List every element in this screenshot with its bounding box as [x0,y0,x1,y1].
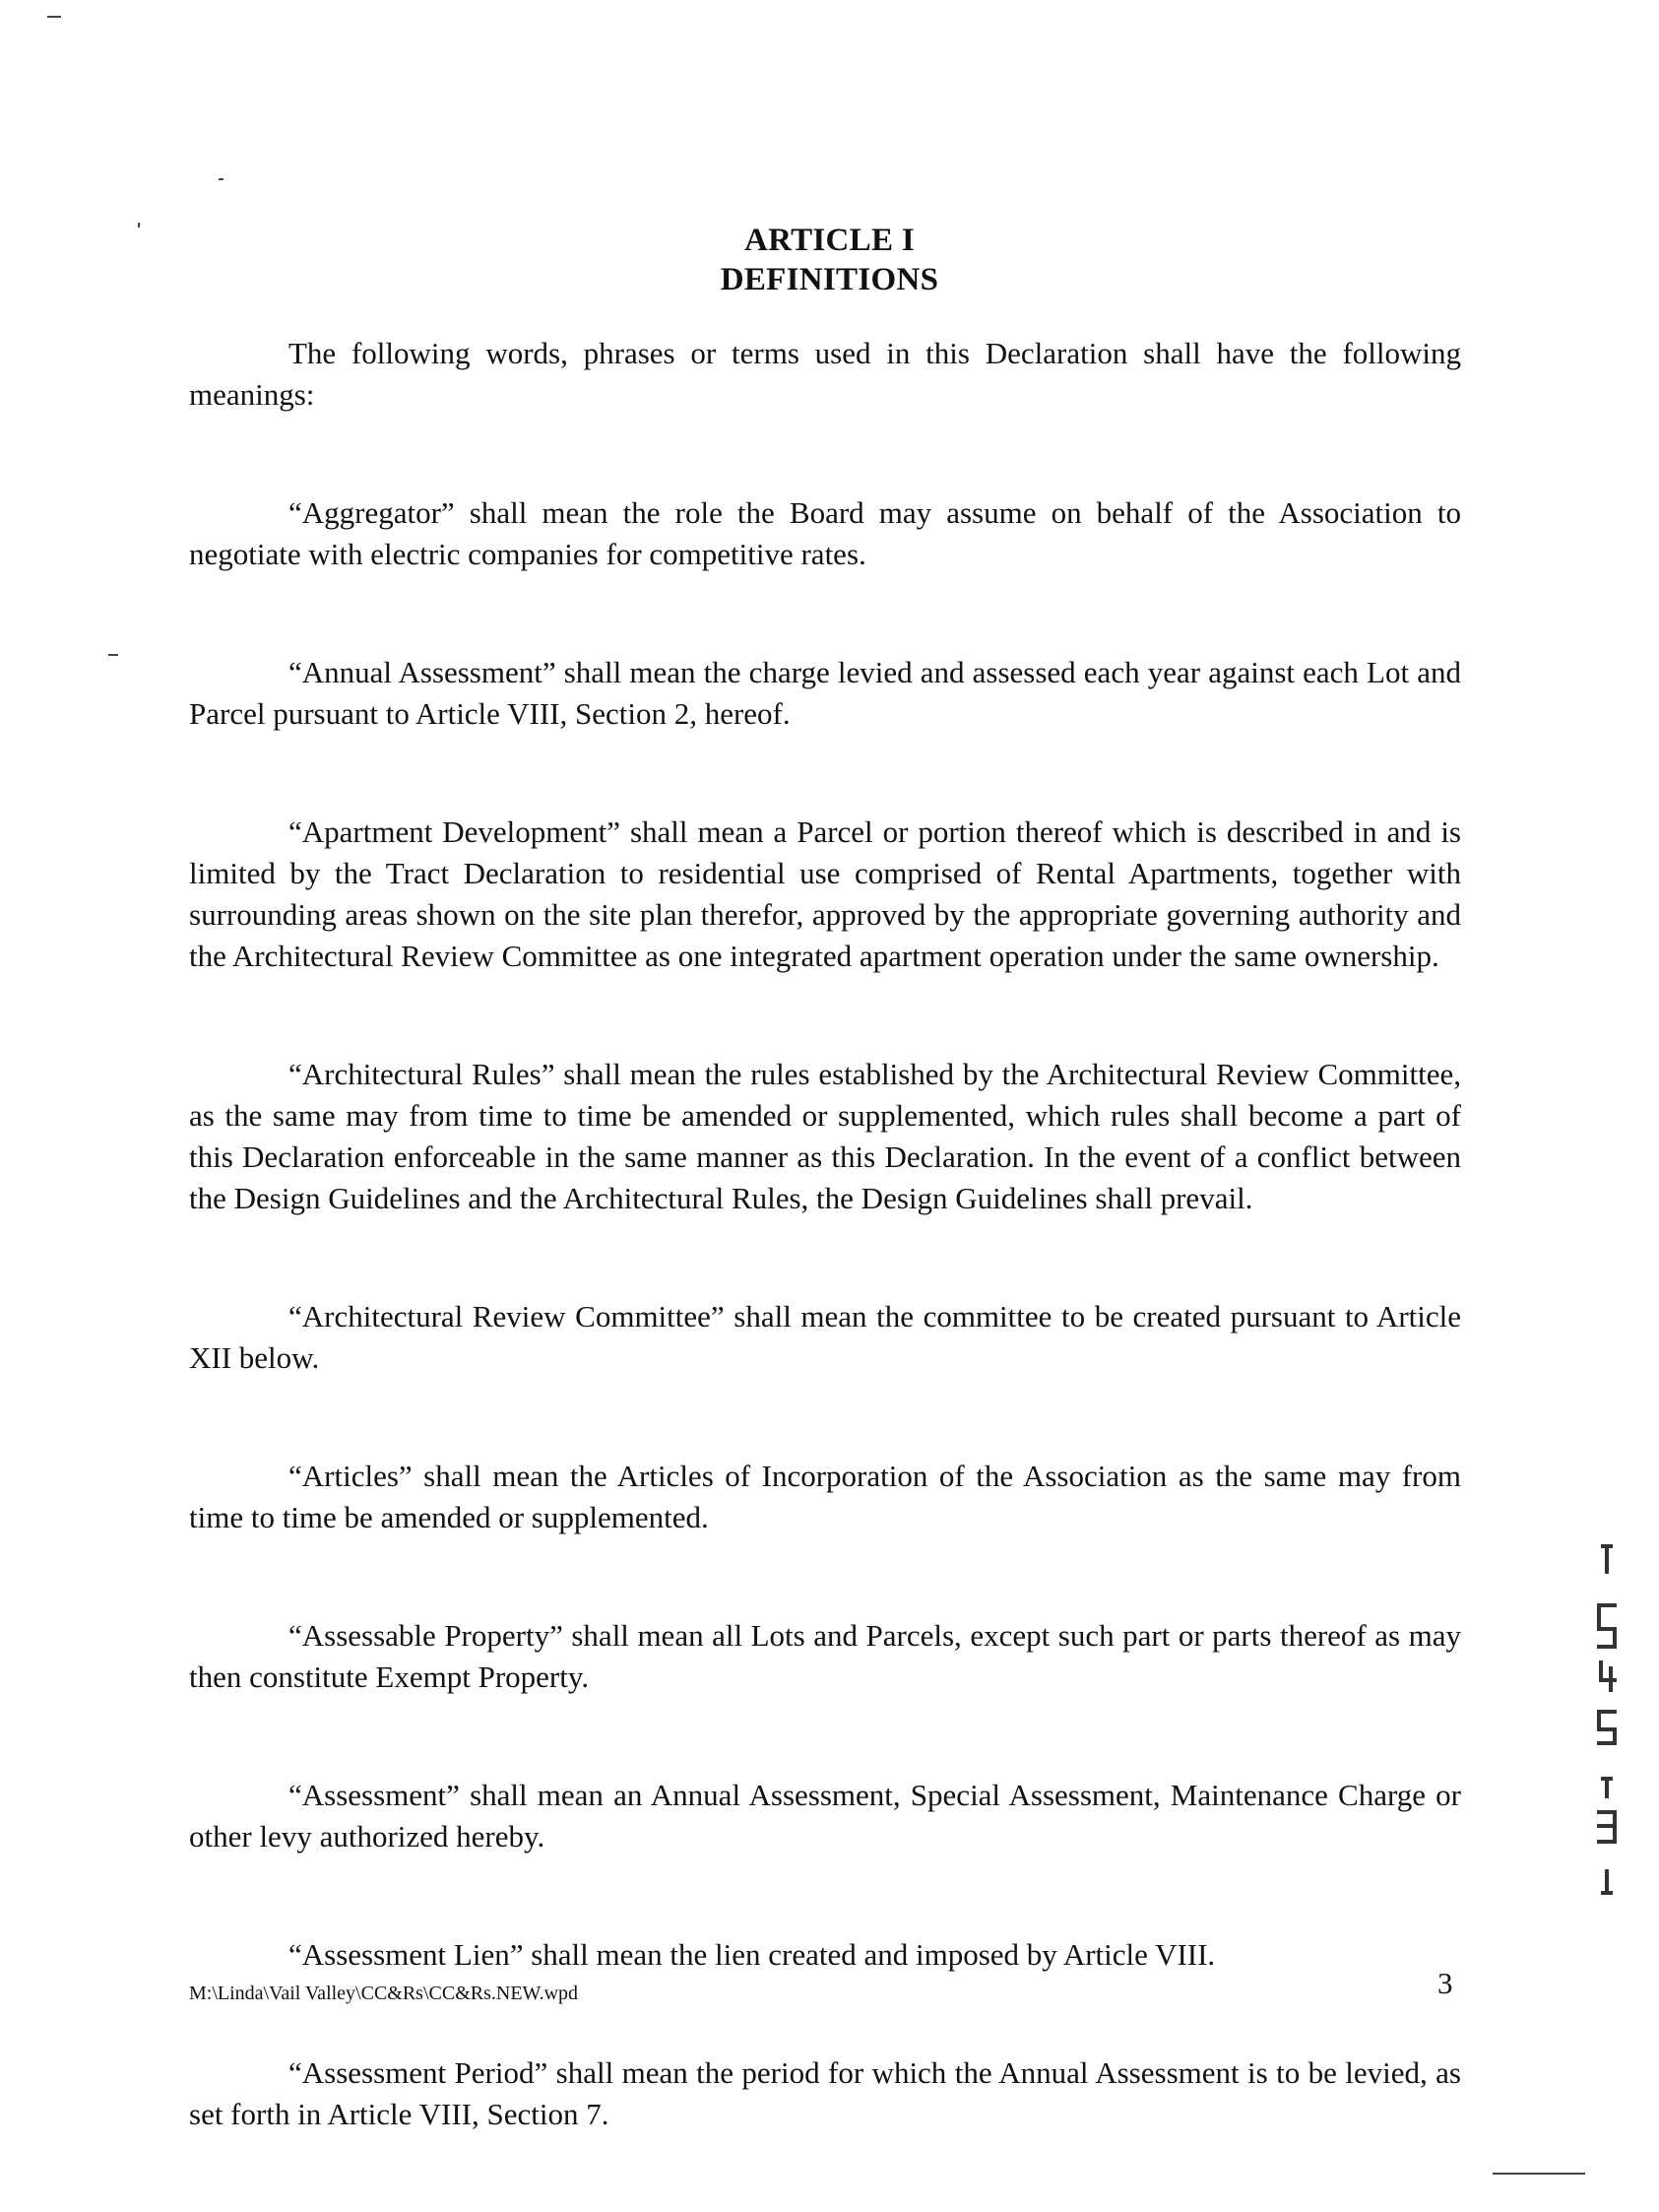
definition-assessment-period: “Assessment Period” shall mean the period for which the Annual Assessment is to be levied, as set forth in Article VIII, Section 7. [189,2055,1461,2131]
definition-aggregator: “Aggregator” shall mean the role the Board may assume on behalf of the Association to negotiate with electric companies for competitive rates. [189,495,1461,571]
definition-articles: “Articles” shall mean the Articles of Incorporation of the Association as the same may from time to time be amended or supplemented. [189,1459,1461,1534]
definition-annual-assessment: “Annual Assessment” shall mean the charge levied and assessed each year against each Lot and Parcel pursuant to Article VIII, Section 2, hereof. [189,655,1461,731]
intro-paragraph: The following words, phrases or terms used in this Declaration shall have the following meanings: [189,336,1461,412]
definition-architectural-review-committee: “Architectural Review Committee” shall mean the committee to be created pursuant to Article XII below. [189,1299,1461,1375]
definition-apartment-development: “Apartment Development” shall mean a Parcel or portion thereof which is described in and is limited by the Tract Declaration to residential use comprised of Rental Apartments, together with surrounding areas shown on the site plan therefor, approved by the appropriate governing authority and the Architectural Review Committee as one integrated apartment operation under the same ownership. [189,814,1461,973]
definition-assessment-lien: “Assessment Lien” shall mean the lien created and imposed by Article VIII. [288,1937,1216,1972]
recording-stamp-graphic [1587,1544,1627,1899]
definitions-body [189,333,1461,2212]
scan-mark [219,178,223,180]
definition-assessment: “Assessment” shall mean an Annual Assessment, Special Assessment, Maintenance Charge or other levy authorized hereby. [189,1778,1461,1854]
article-title: DEFINITIONS [720,262,939,297]
recording-stamp [1587,1544,1627,1899]
definition-architectural-rules: “Architectural Rules” shall mean the rules established by the Architectural Review Committee, as the same may from time to time be amended or supplemented, which rules shall become a part of this Declaration enforceable in the same manner as this Declaration. In the event of a conflict between the Design Guidelines and the Architectural Rules, the Design Guidelines shall prevail. [189,1057,1461,1215]
scan-mark [138,223,140,228]
scan-mark [108,654,118,656]
scan-mark [1493,2173,1585,2175]
file-path-footer: M:\Linda\Vail Valley\CC&Rs\CC&Rs.NEW.wpd [189,1983,579,2004]
scan-mark [47,16,61,18]
definition-assessable-property: “Assessable Property” shall mean all Lots and Parcels, except such part or parts thereof as may then constitute Exempt Property. [189,1618,1461,1694]
page-number: 3 [1437,1966,1453,2000]
article-heading [0,221,1659,299]
article-number: ARTICLE I [743,223,915,258]
